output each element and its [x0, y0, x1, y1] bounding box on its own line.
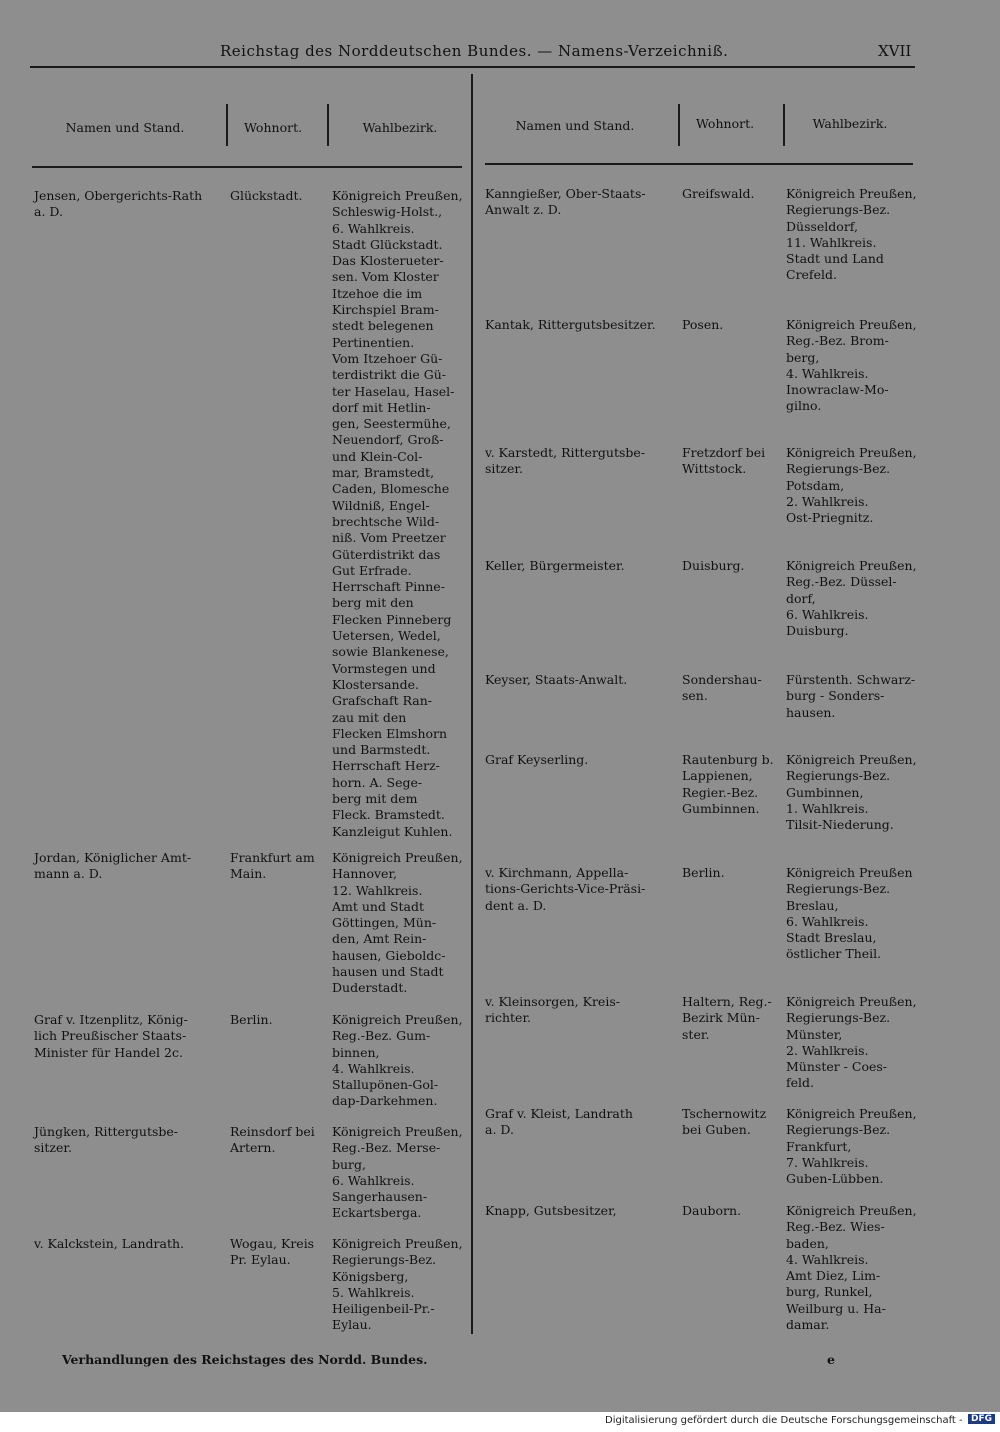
col-header-bezirk-right: Wahlbezirk. [812, 116, 888, 131]
page-header-title: Reichstag des Norddeutschen Bundes. — Namens-Verzeichniß. [220, 42, 729, 60]
footer-signature-mark: e [827, 1352, 835, 1367]
entry-residence: Glückstadt. [230, 188, 303, 203]
entry-name: v. Kirchmann, Appella- tions-Gerichts-Vice-Präsi- dent a. D. [485, 865, 646, 913]
header-rule [30, 66, 915, 68]
entry-name: Kanngießer, Ober-Staats- Anwalt z. D. [485, 186, 646, 218]
col-header-name-right: Namen und Stand. [515, 118, 635, 133]
entry-residence: Sondershau- sen. [682, 672, 762, 704]
col-header-bezirk-left: Wahlbezirk. [362, 120, 438, 135]
footer-publication: Verhandlungen des Reichstages des Nordd. Bundes. [62, 1352, 428, 1367]
entry-name: v. Karstedt, Rittergutsbe- sitzer. [485, 445, 646, 477]
entry-name: v. Kleinsorgen, Kreis- richter. [485, 994, 620, 1026]
col-divider [327, 104, 329, 146]
col-header-name-left: Namen und Stand. [65, 120, 185, 135]
entry-electoral-district: Königreich Preußen, Reg.-Bez. Brom- berg, 4. Wahlkreis. Inowraclaw-Mo- gilno. [786, 317, 917, 414]
page-number: XVII [878, 42, 912, 60]
entry-residence: Wogau, Kreis Pr. Eylau. [230, 1236, 315, 1268]
entry-residence: Rautenburg b. Lappienen, Regier.-Bez. Gumbinnen. [682, 752, 774, 816]
center-column-rule [471, 74, 473, 1334]
entry-electoral-district: Königreich Preußen, Regierungs-Bez. Münster, 2. Wahlkreis. Münster - Coes- feld. [786, 994, 917, 1091]
entry-electoral-district: Königreich Preußen, Regierungs-Bez. Düsseldorf, 11. Wahlkreis. Stadt und Land Crefeld. [786, 186, 917, 283]
entry-residence: Duisburg. [682, 558, 745, 573]
col-header-ort-right: Wohnort. [695, 116, 755, 131]
entry-name: Graf v. Itzenplitz, König- lich Preußischer Staats- Minister für Handel 2c. [34, 1012, 188, 1060]
col-divider [678, 104, 680, 146]
entry-residence: Greifswald. [682, 186, 755, 201]
dfg-logo: DFG [968, 1414, 995, 1424]
entry-residence: Reinsdorf bei Artern. [230, 1124, 315, 1156]
col-header-ort-left: Wohnort. [243, 120, 303, 135]
entry-name: Keller, Bürgermeister. [485, 558, 625, 573]
entry-electoral-district: Königreich Preußen, Hannover, 12. Wahlkreis. Amt und Stadt Göttingen, Mün- den, Amt Rein- hausen, Gieboldc- hausen und Stadt Duderstadt. [332, 850, 463, 996]
digitization-credit: Digitalisierung gefördert durch die Deutsche Forschungsgemeinschaft - [605, 1415, 963, 1426]
entry-residence: Posen. [682, 317, 724, 332]
entry-residence: Fretzdorf bei Wittstock. [682, 445, 766, 477]
entry-electoral-district: Königreich Preußen, Reg.-Bez. Düssel- dorf, 6. Wahlkreis. Duisburg. [786, 558, 917, 639]
column-header-rule-right [485, 163, 913, 165]
entry-name: v. Kalckstein, Landrath. [34, 1236, 184, 1251]
entry-residence: Dauborn. [682, 1203, 742, 1218]
entry-name: Knapp, Gutsbesitzer, [485, 1203, 617, 1218]
entry-name: Jordan, Königlicher Amt- mann a. D. [34, 850, 192, 882]
entry-name: Jensen, Obergerichts-Rath a. D. [34, 188, 203, 220]
entry-electoral-district: Königreich Preußen, Reg.-Bez. Wies- baden, 4. Wahlkreis. Amt Diez, Lim- burg, Runkel, Weilburg u. Ha- damar. [786, 1203, 917, 1333]
entry-electoral-district: Königreich Preußen, Regierungs-Bez. Königsberg, 5. Wahlkreis. Heiligenbeil-Pr.- Eylau. [332, 1236, 463, 1333]
entry-electoral-district: Königreich Preußen Regierungs-Bez. Breslau, 6. Wahlkreis. Stadt Breslau, östlicher Theil. [786, 865, 913, 962]
entry-electoral-district: Königreich Preußen, Schleswig-Holst., 6. Wahlkreis. Stadt Glückstadt. Das Klosterueter- sen. Vom Kloster Itzehoe die im Kirchspiel Bram- stedt belegenen Pertinentien. Vom Itzehoer Gü- terdistrikt die Gü- ter Haselau, Hasel- dorf mit Hetlin- gen, Seestermühe, Neuendorf, Groß- und Klein-Col- mar, Bramstedt, Caden, Blomesche Wildniß, Engel- brechtsche Wild- niß. Vom Preetzer Güterdistrikt das Gut Erfrade. Herrschaft Pinne- berg mit den Flecken Pinneberg Uetersen, Wedel, sowie Blankenese, Vormstegen und Klostersande. Grafschaft Ran- zau mit den Flecken Elmshorn und Barmstedt. Herrschaft Herz- horn. A. Sege- berg mit dem Fleck. Bramstedt. Kanzleigut Kuhlen. [332, 188, 463, 839]
entry-residence: Berlin. [682, 865, 725, 880]
entry-name: Kantak, Rittergutsbesitzer. [485, 317, 656, 332]
entry-name: Keyser, Staats-Anwalt. [485, 672, 628, 687]
entry-electoral-district: Fürstenth. Schwarz- burg - Sonders- hausen. [786, 672, 916, 720]
entry-electoral-district: Königreich Preußen, Reg.-Bez. Merse- burg, 6. Wahlkreis. Sangerhausen- Eckartsberga. [332, 1124, 463, 1221]
entry-residence: Berlin. [230, 1012, 273, 1027]
entry-name: Jüngken, Rittergutsbe- sitzer. [34, 1124, 179, 1156]
entry-name: Graf v. Kleist, Landrath a. D. [485, 1106, 633, 1138]
entry-residence: Frankfurt am Main. [230, 850, 315, 882]
entry-residence: Tschernowitz bei Guben. [682, 1106, 767, 1138]
col-divider [226, 104, 228, 146]
entry-residence: Haltern, Reg.- Bezirk Mün- ster. [682, 994, 772, 1042]
entry-name: Graf Keyserling. [485, 752, 589, 767]
entry-electoral-district: Königreich Preußen, Regierungs-Bez. Potsdam, 2. Wahlkreis. Ost-Priegnitz. [786, 445, 917, 526]
entry-electoral-district: Königreich Preußen, Reg.-Bez. Gum- binnen, 4. Wahlkreis. Stallupönen-Gol- dap-Darkehmen. [332, 1012, 463, 1109]
entry-electoral-district: Königreich Preußen, Regierungs-Bez. Frankfurt, 7. Wahlkreis. Guben-Lübben. [786, 1106, 917, 1187]
col-divider [783, 104, 785, 146]
column-header-rule-left [32, 166, 462, 168]
entry-electoral-district: Königreich Preußen, Regierungs-Bez. Gumbinnen, 1. Wahlkreis. Tilsit-Niederung. [786, 752, 917, 833]
